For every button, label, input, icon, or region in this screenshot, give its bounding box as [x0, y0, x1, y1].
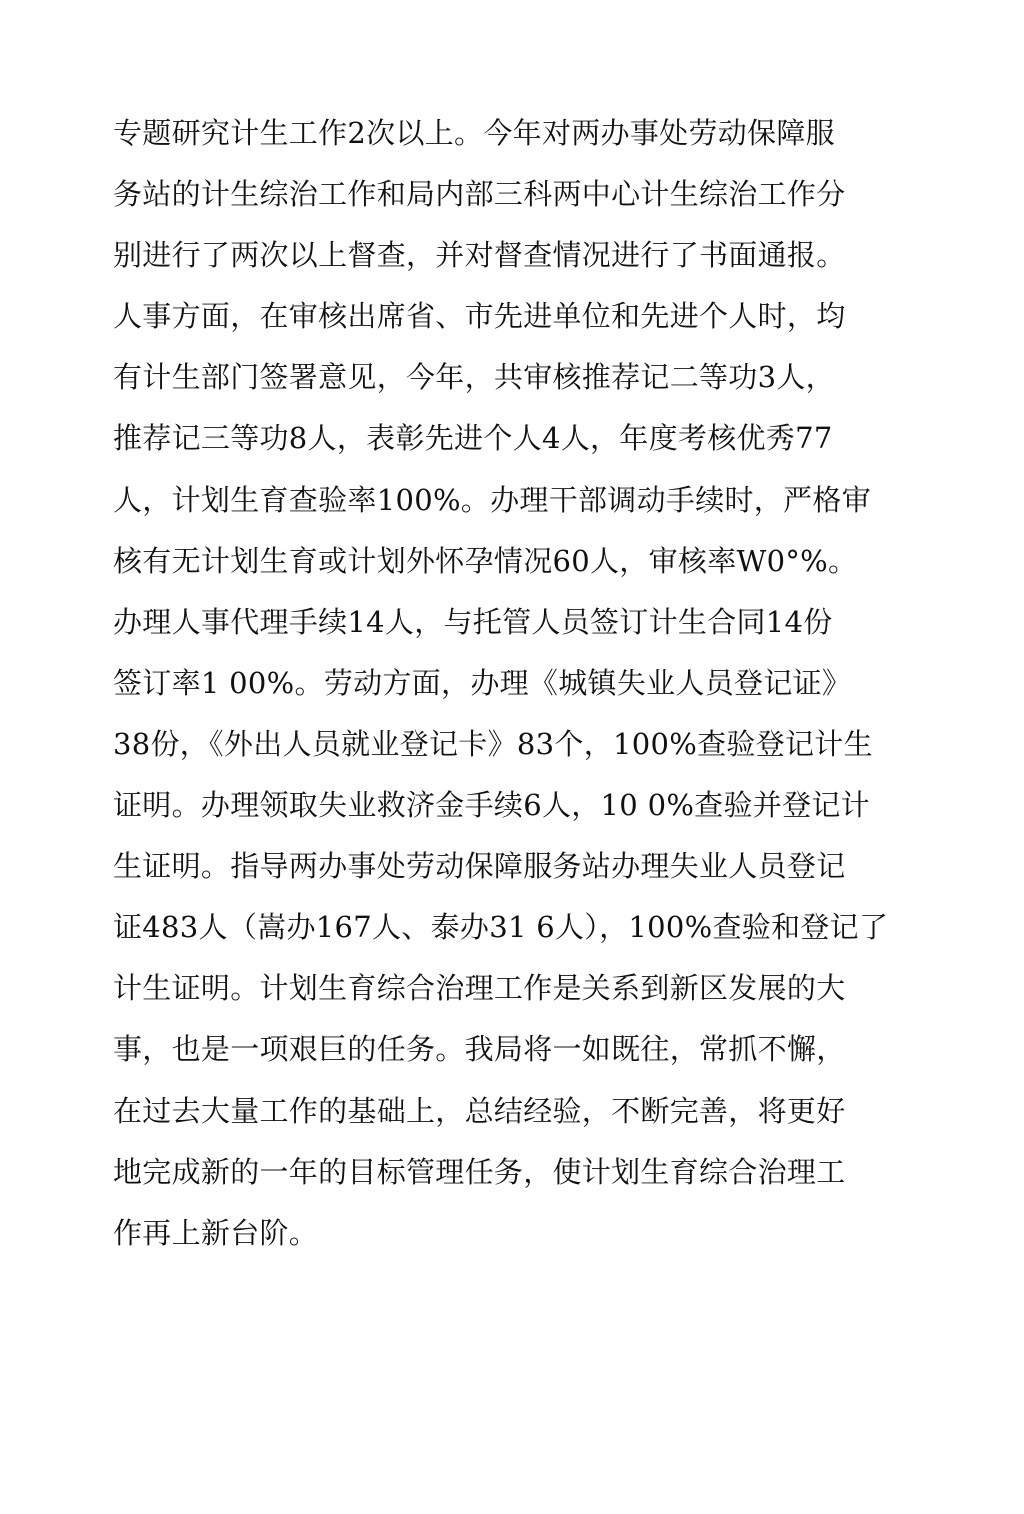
text-line: 事，也是一项艰巨的任务。我局将一如既往，常抓不懈，: [113, 1032, 846, 1067]
text-line: 核有无计划生育或计划外怀孕情况60人，审核率W0°%。: [113, 543, 858, 578]
text-line: 地完成新的一年的目标管理任务，使计划生育综合治理工: [113, 1154, 846, 1189]
text-line: 人事方面，在审核出席省、市先进单位和先进个人时，均: [113, 299, 846, 334]
text-line: 计生证明。计划生育综合治理工作是关系到新区发展的大: [113, 971, 846, 1006]
text-line: 别进行了两次以上督查，并对督查情况进行了书面通报。: [113, 238, 846, 273]
text-line: 人，计划生育查验率100%。办理干部调动手续时，严格审: [113, 482, 872, 517]
text-line: 务站的计生综治工作和局内部三科两中心计生综治工作分: [113, 177, 846, 212]
text-line: 作再上新台阶。: [113, 1215, 319, 1250]
text-line: 在过去大量工作的基础上，总结经验，不断完善，将更好: [113, 1093, 846, 1128]
text-line: 证483人（嵩办167人、泰办31 6人），100%查验和登记了: [113, 910, 889, 945]
text-line: 办理人事代理手续14人，与托管人员签订计生合同14份: [113, 604, 833, 639]
text-line: 证明。办理领取失业救济金手续6人，10 0%查验并登记计: [113, 788, 870, 823]
body-text: [113, 108, 893, 1269]
text-line: 有计生部门签署意见，今年，共审核推荐记二等功3人，: [113, 360, 835, 395]
text-line: 生证明。指导两办事处劳动保障服务站办理失业人员登记: [113, 849, 846, 884]
text-line: 签订率1 00%。劳动方面，办理《城镇失业人员登记证》: [113, 665, 852, 700]
text-line: 38份，《外出人员就业登记卡》83个，100%查验登记计生: [113, 726, 873, 761]
text-line: 推荐记三等功8人，表彰先进个人4人，年度考核优秀77: [113, 421, 833, 456]
text-line: 专题研究计生工作2次以上。今年对两办事处劳动保障服: [113, 116, 835, 150]
